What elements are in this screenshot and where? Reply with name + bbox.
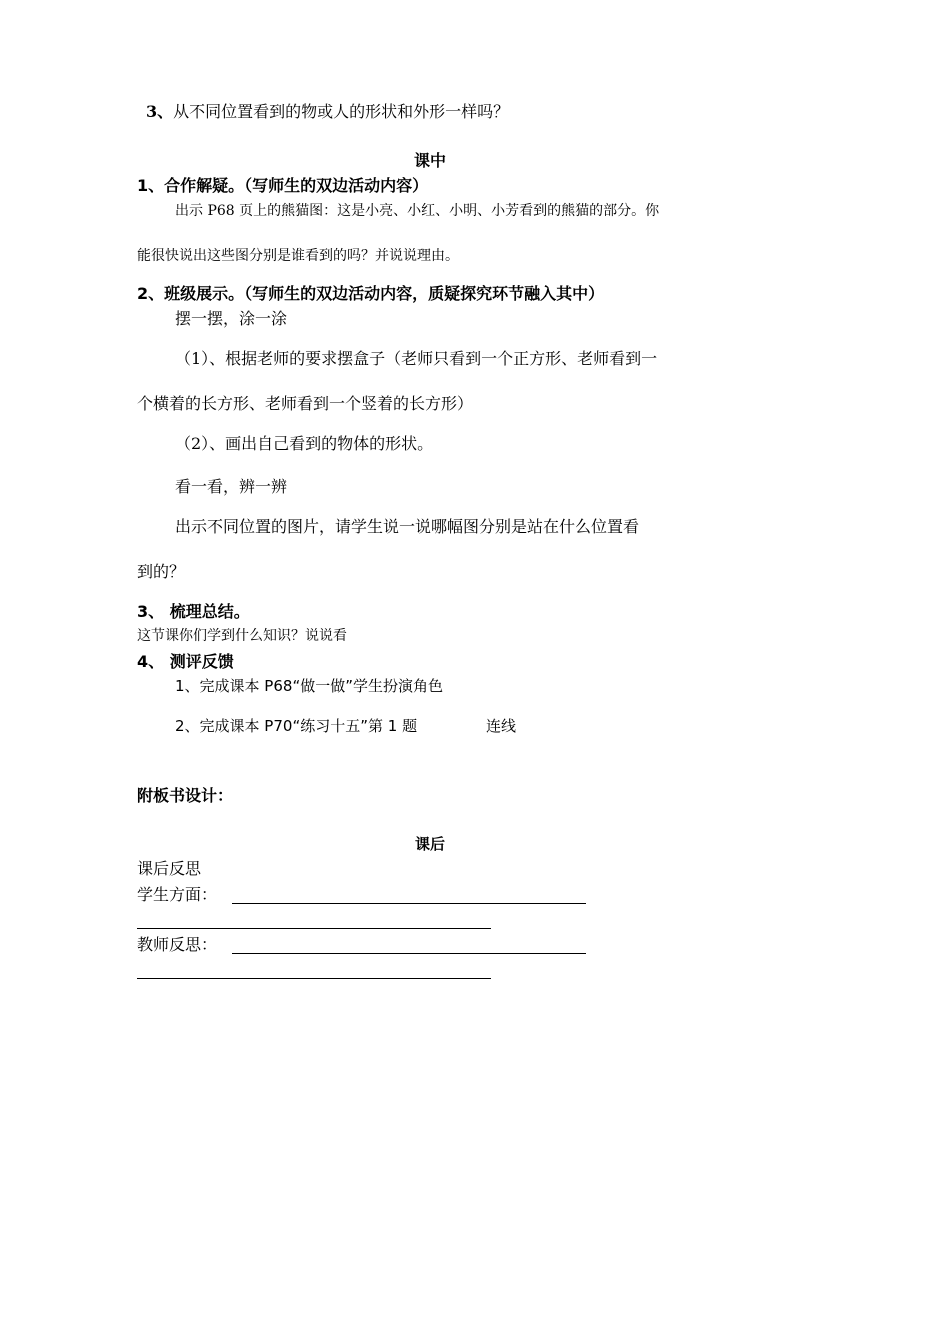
section-2-paragraph-3-line-2: 到的？	[137, 562, 186, 581]
section-2-paragraph-1-line-1: （1）、根据老师的要求摆盒子（老师只看到一个正方形、老师看到一	[175, 349, 658, 368]
section-2-paragraph-1-line-2: 个横着的长方形、老师看到一个竖着的长方形）	[137, 394, 474, 413]
teacher-reflection-blank-line-2	[137, 978, 491, 979]
section-4-item-2: 2、完成课本 P70“练习十五”第 1 题	[175, 717, 418, 735]
board-design-label: 附板书设计：	[137, 786, 234, 805]
pre-question-number: 3、	[146, 102, 174, 121]
student-aspect-label: 学生方面：	[137, 885, 218, 904]
section-4-heading: 4、 测评反馈	[137, 652, 234, 671]
section-2-paragraph-2: （2）、画出自己看到的物体的形状。	[175, 434, 434, 453]
section-2-subheading-2: 看一看，辨一辨	[175, 477, 288, 496]
section-4-item-1: 1、完成课本 P68“做一做”学生扮演角色	[175, 677, 443, 695]
section-2-subheading-1: 摆一摆，涂一涂	[175, 309, 288, 328]
after-class-heading: 课后	[414, 835, 445, 853]
reflection-title: 课后反思	[137, 859, 202, 878]
section-1-paragraph-line-1: 出示 P68 页上的熊猫图：这是小亮、小红、小明、小芳看到的熊猫的部分。你	[175, 203, 660, 219]
in-class-heading: 课中	[413, 151, 446, 170]
pre-question-3	[146, 104, 509, 120]
student-aspect-blank-line-2	[137, 928, 491, 929]
section-3-heading: 3、 梳理总结。	[137, 602, 250, 621]
student-aspect-blank-line-1	[232, 903, 586, 904]
pre-question-text: 从不同位置看到的物或人的形状和外形一样吗？	[173, 102, 510, 121]
section-1-paragraph-line-2: 能很快说出这些图分别是谁看到的吗？并说说理由。	[137, 248, 459, 264]
section-2-heading: 2、班级展示。（写师生的双边活动内容，质疑探究环节融入其中）	[137, 284, 605, 303]
teacher-reflection-label: 教师反思：	[137, 935, 218, 954]
section-2-paragraph-3-line-1: 出示不同位置的图片，请学生说一说哪幅图分别是站在什么位置看	[175, 517, 640, 536]
section-3-text: 这节课你们学到什么知识？说说看	[137, 628, 347, 644]
teacher-reflection-blank-line-1	[232, 953, 586, 954]
section-4-item-2-extra: 连线	[486, 717, 517, 735]
section-1-heading: 1、合作解疑。（写师生的双边活动内容）	[137, 176, 429, 195]
